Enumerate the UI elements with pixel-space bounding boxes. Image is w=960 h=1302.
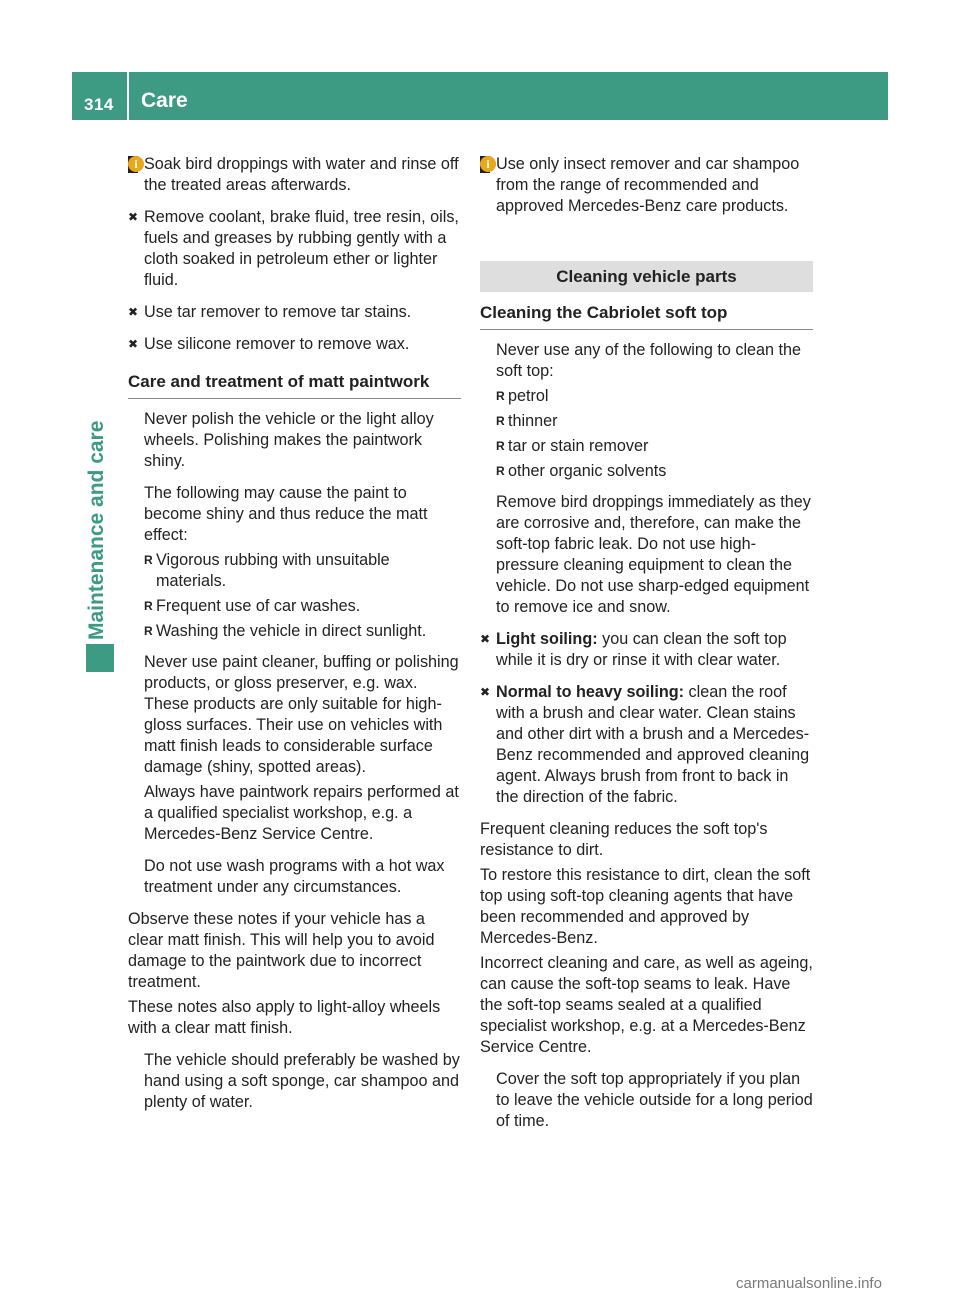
step-label: Normal to heavy soiling: [496, 683, 684, 701]
list-item: R Frequent use of car washes. [144, 596, 461, 617]
step-label: Light soiling: [496, 630, 598, 648]
paragraph: To restore this resistance to dirt, clean the soft top using soft-top cleaning agents that have been recommended and approved by Mercedes-Benz. [480, 866, 811, 947]
bullet-list [144, 550, 461, 642]
warning-note: ! Do not use wash programs with a hot wax treatment under any circumstances. [128, 856, 461, 898]
paragraph: These notes also apply to light-alloy wheels with a clear matt finish. [128, 998, 441, 1037]
list-item: R petrol [496, 386, 813, 407]
heading-matt-paintwork: Care and treatment of matt paintwork [128, 371, 461, 399]
list-item: R tar or stain remover [496, 436, 813, 457]
info-note: i Use only insect remover and car shampoo from the range of recommended and approved Mercedes-Benz care products. [480, 154, 813, 217]
heading-cleaning-vehicle-parts: Cleaning vehicle parts [480, 261, 813, 292]
section-title: Care [141, 89, 188, 112]
list-item: R thinner [496, 411, 813, 432]
warning-note: ! Never polish the vehicle or the light alloy wheels. Polishing makes the paintwork shiny. [128, 409, 461, 472]
list-item: R other organic solvents [496, 461, 813, 482]
paragraph: Observe these notes if your vehicle has a clear matt finish. This will help you to avoid damage to the paintwork due to incorrect treatment. [128, 910, 435, 991]
info-note: i Cover the soft top appropriately if you plan to leave the vehicle outside for a long period of time. [480, 1069, 813, 1132]
warning-note: ! Never use any of the following to clean the soft top: [480, 340, 813, 382]
warning-note-continued: Always have paintwork repairs performed at a qualified specialist workshop, e.g. a Mercedes-Benz Service Centre. [144, 783, 459, 843]
side-tab-label: Maintenance and care [85, 420, 108, 640]
instruction-step: ✖ Soak bird droppings with water and rinse off the treated areas afterwards. [128, 154, 461, 196]
heading-cabriolet-soft-top: Cleaning the Cabriolet soft top [480, 302, 813, 330]
list-item: R Vigorous rubbing with unsuitable materials. [144, 550, 461, 592]
header-divider [127, 72, 129, 120]
instruction-step [480, 682, 813, 808]
instruction-step: ✖ Remove coolant, brake fluid, tree resin, oils, fuels and greases by rubbing gently with a cloth soaked in petroleum ether or lighter fluid. [128, 207, 461, 291]
warning-note: ! Never use paint cleaner, buffing or polishing products, or gloss preserver, e.g. wax. These products are only suitable for high-gloss surfaces. Their use on vehicles with matt finish leads to considerable surface damage (shiny, spotted areas). [128, 652, 461, 778]
right-column [480, 154, 813, 1143]
left-column [128, 154, 461, 1124]
side-tab-marker [86, 644, 114, 672]
page-number: 314 [84, 95, 114, 114]
info-note: i The vehicle should preferably be washed by hand using a soft sponge, car shampoo and plenty of water. [128, 1050, 461, 1113]
bullet-list [496, 386, 813, 482]
step-text: clean the roof with a brush and clear water. Clean stains and other dirt with a brush and a Mercedes-Benz recommended and approved cleaning agent. Always brush from front to back in the direction of the fabric. [496, 683, 810, 806]
warning-note: ! The following may cause the paint to become shiny and thus reduce the matt effect: [128, 483, 461, 546]
watermark: carmanualsonline.info [736, 1275, 882, 1292]
instruction-step: ✖ Use silicone remover to remove wax. [128, 334, 461, 355]
warning-note: ! Remove bird droppings immediately as they are corrosive and, therefore, can make the soft-top fabric leak. Do not use high-pressure cleaning equipment to clean the vehicle. Do not use sharp-edged equipment to remove ice and snow. [480, 492, 813, 618]
instruction-step: ✖ Use tar remover to remove tar stains. [128, 302, 461, 323]
step-text: you can clean the soft top while it is dry or rinse it with clear water. [496, 630, 787, 669]
list-item: R Washing the vehicle in direct sunlight. [144, 621, 461, 642]
instruction-step [480, 629, 813, 671]
header-bar [72, 72, 888, 120]
paragraph: Frequent cleaning reduces the soft top's resistance to dirt. [480, 820, 768, 859]
paragraph: Incorrect cleaning and care, as well as ageing, can cause the soft-top seams to leak. Have the soft-top seams sealed at a qualified specialist workshop, e.g. at a Mercedes-Benz Service Centre. [480, 954, 813, 1056]
